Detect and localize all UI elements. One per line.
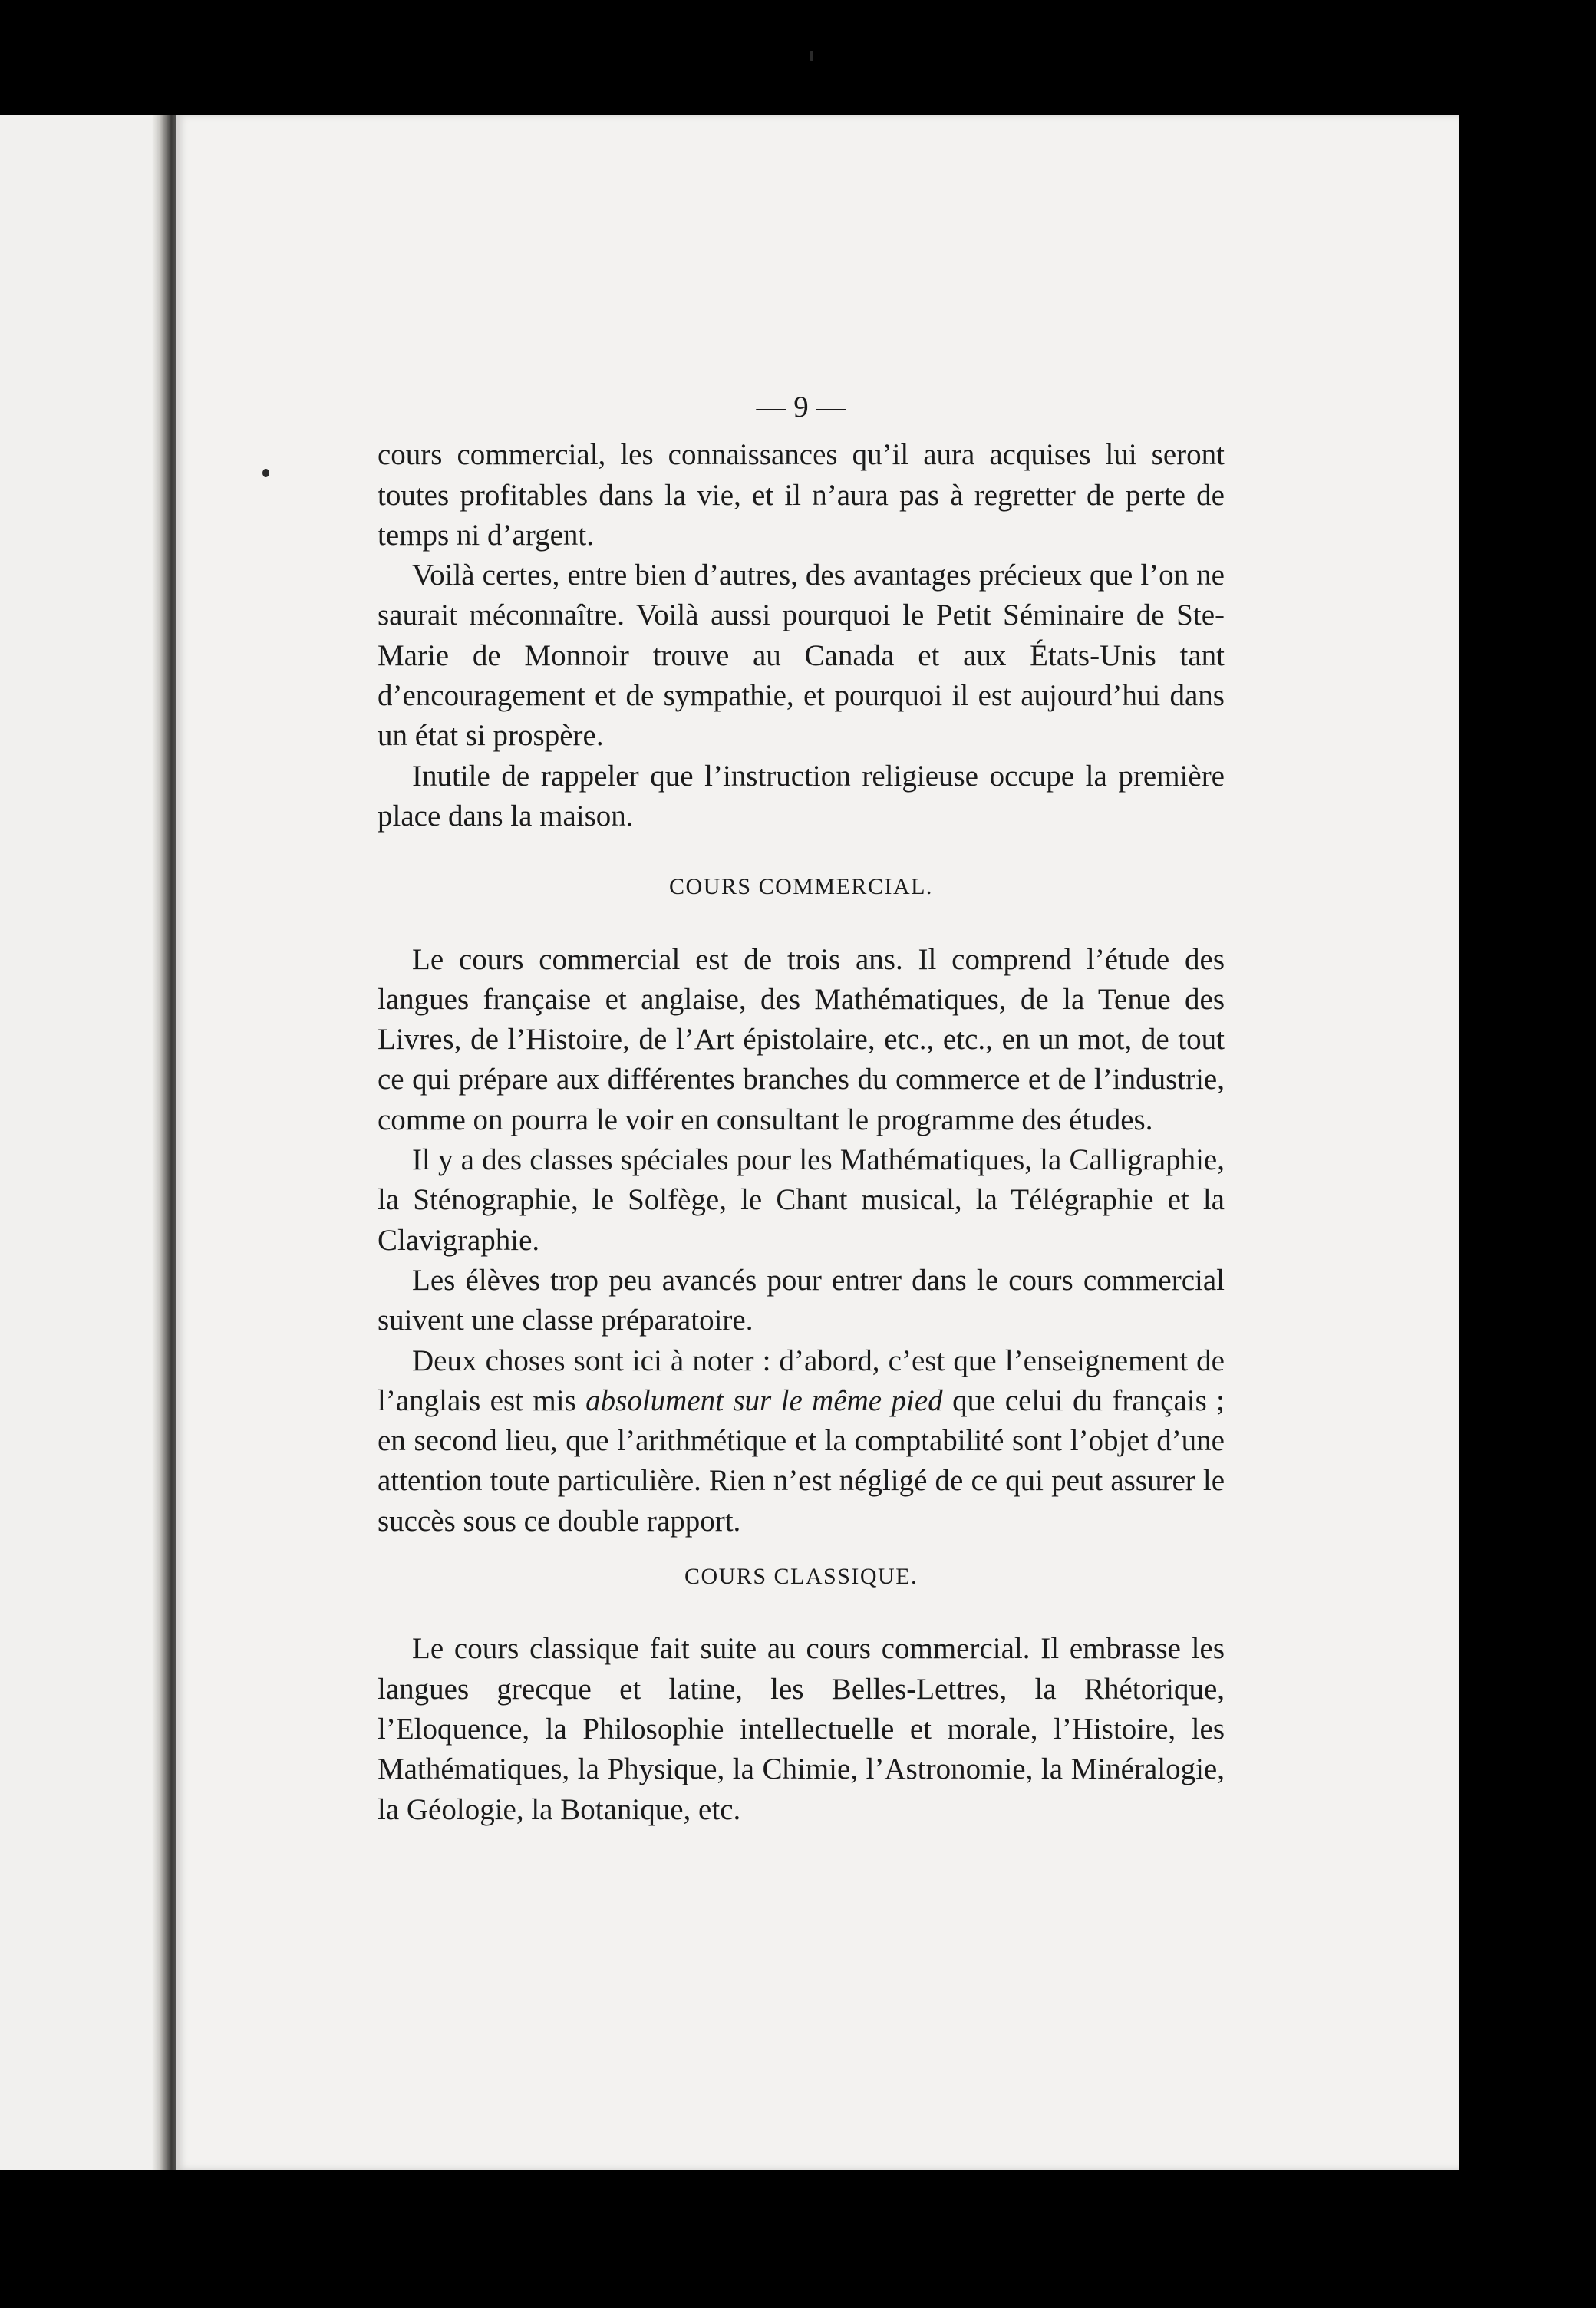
facing-page-edge (0, 115, 176, 2170)
paragraph: Le cours commercial est de trois ans. Il comprend l’étude des langues française et anglaise, des Mathématiques, de la Tenue des Livres, de l’Histoire, de l’Art épistolaire, etc., etc., en un mot, de tout ce qui prépare aux différentes branches du commerce et de l’industrie, comme on pourra le voir en consultant le programme des études. (378, 942, 1225, 1136)
paragraph: Voilà certes, entre bien d’autres, des avantages précieux que l’on ne saurait méconnaître. Voilà aussi pourquoi le Petit Séminaire de Ste-Marie de Monnoir trouve au Canada et aux États-Unis tant d’encouragement et de sympathie, et pourquoi il est aujourd’hui dans un état si prospère. (378, 559, 1225, 753)
paragraph-text: Deux choses sont ici à noter : d’abord, c’est que l’enseignement de l’anglais est mis (378, 1344, 1225, 1417)
paragraph: Il y a des classes spéciales pour les Mathématiques, la Calligraphie, la Sténographie, le Solfège, le Chant musical, la Télégraphie et la Clavigraphie. (378, 1143, 1225, 1257)
paragraph: cours commercial, les connaissances qu’il aura acquises lui seront toutes profitables dans la vie, et il n’aura pas à regretter de perte de temps ni d’argent. (378, 438, 1225, 552)
section-heading-commercial: COURS COMMERCIAL. (669, 874, 933, 900)
page-number: — 9 — (756, 391, 846, 424)
emphasis-text: absolument sur le même pied (585, 1383, 943, 1417)
ink-speck (810, 51, 813, 61)
page-text (378, 387, 1225, 1830)
paragraph: Inutile de rappeler que l’instruction religieuse occupe la première place dans la maison. (378, 759, 1225, 833)
paragraph: Le cours classique fait suite au cours commercial. Il embrasse les langues grecque et latine, les Belles-Lettres, la Rhétorique, l’Eloquence, la Philosophie intellectuelle et morale, l’Histoire, les Mathématiques, la Physique, la Chimie, l’Astronomie, la Minéralogie, la Géologie, la Botanique, etc. (378, 1632, 1225, 1826)
paragraph-text: que celui du français ; en second lieu, que l’arithmétique et la comptabilité sont l’objet d’une attention toute particulière. Rien n’est négligé de ce qui peut assurer le succès sous ce double rapport. (378, 1383, 1225, 1538)
paragraph: Les élèves trop peu avancés pour entrer dans le cours commercial suivent une classe préparatoire. (378, 1263, 1225, 1337)
ink-speck (262, 469, 269, 477)
section-heading-classique: COURS CLASSIQUE. (684, 1564, 918, 1590)
paragraph-notes (378, 1341, 1225, 1541)
